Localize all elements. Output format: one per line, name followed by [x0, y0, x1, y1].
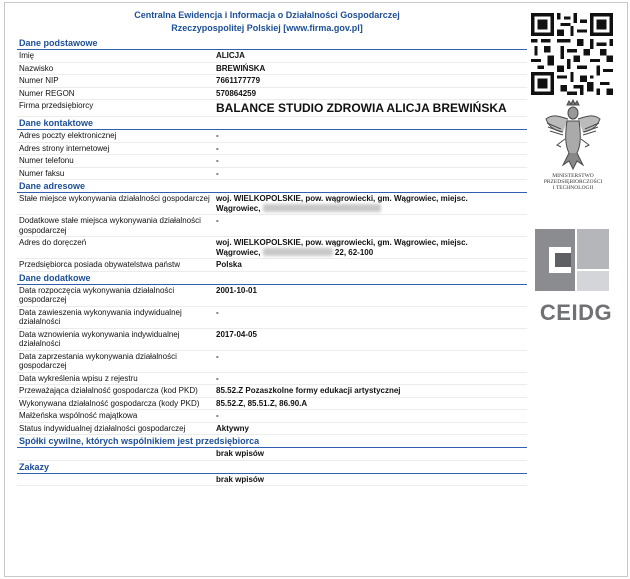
row-delivery-address — [17, 237, 527, 259]
value-resumption-date: 2017-04-05 — [216, 329, 257, 339]
label-resumption-date: Data wznowienia wykonywania indywidualnej działalności — [19, 329, 180, 348]
label-regon: Numer REGON — [19, 88, 75, 98]
label-delivery-address: Adres do doręczeń — [19, 238, 87, 247]
business-address-line-2 — [216, 204, 525, 214]
label-marital-property: Małżeńska wspólność majątkowa — [19, 411, 138, 420]
label-deletion-date: Data wykreślenia wpisu z rejestru — [19, 373, 138, 383]
value-marital-property: - — [216, 411, 219, 420]
value-status: Aktywny — [216, 423, 249, 433]
label-main-pkd: Przeważająca działalność gospodarcza (kod PKD) — [19, 386, 198, 395]
ministry-line-1: MINISTERSTWO — [552, 173, 594, 179]
row-suspension-date — [17, 307, 527, 329]
polish-eagle-emblem — [541, 99, 605, 173]
row-business-address — [17, 193, 527, 215]
value-pkd-codes: 85.52.Z, 85.51.Z, 86.90.A — [216, 398, 308, 408]
document-header — [17, 9, 517, 35]
label-pkd-codes: Wykonywana działalność gospodarcza (kody PKD) — [19, 398, 200, 408]
row-bans — [17, 474, 527, 487]
document-content — [17, 37, 527, 486]
redacted-street-blur — [263, 248, 333, 256]
row-cessation-date — [17, 351, 527, 373]
row-main-pkd — [17, 385, 527, 398]
row-email — [17, 130, 527, 143]
label-phone: Numer telefonu — [19, 156, 74, 165]
row-deletion-date — [17, 373, 527, 386]
business-address-line-1: woj. WIELKOPOLSKIE, pow. wągrowiecki, gm. Wągrowiec, miejsc. — [216, 194, 468, 203]
row-resumption-date — [17, 329, 527, 351]
label-bans-empty — [17, 474, 214, 486]
value-nip: 7661177779 — [216, 76, 261, 85]
label-nip: Numer NIP — [19, 76, 59, 85]
value-suspension-date: - — [216, 307, 219, 317]
value-bans: brak wpisów — [216, 474, 265, 484]
value-deletion-date: - — [216, 373, 219, 383]
label-start-date: Data rozpoczęcia wykonywania działalności gospodarczej — [19, 285, 175, 304]
header-line-1: Centralna Ewidencja i Informacja o Działalności Gospodarczej — [134, 10, 400, 20]
value-delivery-address — [214, 237, 527, 258]
ministry-line-2: PRZEDSIĘBIORCZOŚCI — [543, 179, 603, 186]
row-pkd-codes — [17, 398, 527, 411]
value-partnerships: brak wpisów — [216, 449, 265, 458]
row-additional-address — [17, 215, 527, 237]
value-website: - — [216, 143, 219, 153]
value-business-address — [214, 193, 527, 214]
value-main-pkd: 85.52.Z Pozaszkolne formy edukacji artystycznej — [216, 386, 401, 395]
ministry-line-3: I TECHNOLOGII — [552, 185, 594, 192]
row-fax — [17, 168, 527, 181]
row-start-date — [17, 285, 527, 307]
label-first-name: Imię — [19, 51, 35, 60]
document-page — [4, 2, 628, 577]
label-cessation-date: Data zaprzestania wykonywania działalności gospodarczej — [19, 351, 177, 370]
row-last-name — [17, 63, 527, 76]
section-title-address: Dane adresowe — [17, 181, 527, 193]
delivery-address-city: Wągrowiec, — [216, 247, 261, 257]
label-business-address: Stałe miejsce wykonywania działalności gospodarczej — [19, 194, 210, 203]
value-regon: 570864259 — [216, 88, 257, 98]
delivery-address-line-1: woj. WIELKOPOLSKIE, pow. wągrowiecki, gm. Wągrowiec, miejsc. — [216, 238, 468, 247]
row-first-name — [17, 50, 527, 63]
label-fax: Numer faksu — [19, 168, 65, 178]
value-cessation-date: - — [216, 351, 219, 361]
row-partnerships — [17, 448, 527, 461]
business-address-city: Wągrowiec, — [216, 203, 261, 213]
section-title-contact: Dane kontaktowe — [17, 118, 527, 130]
section-title-bans: Zakazy — [17, 462, 527, 474]
value-start-date: 2001-10-01 — [216, 285, 257, 295]
value-first-name: ALICJA — [216, 51, 245, 60]
label-last-name: Nazwisko — [19, 63, 54, 73]
row-status — [17, 423, 527, 436]
section-title-additional: Dane dodatkowe — [17, 273, 527, 285]
section-title-basic: Dane podstawowe — [17, 38, 527, 50]
label-partnerships-empty — [17, 448, 214, 460]
row-company-name — [17, 100, 527, 117]
label-email: Adres poczty elektronicznej — [19, 131, 117, 140]
label-additional-address: Dodatkowe stałe miejsca wykonywania działalności gospodarczej — [19, 216, 201, 235]
label-website: Adres strony internetowej — [19, 143, 110, 153]
row-phone — [17, 155, 527, 168]
delivery-address-line-2 — [216, 248, 525, 258]
label-suspension-date: Data zawieszenia wykonywania indywidualnej działalności — [19, 307, 182, 326]
value-fax: - — [216, 168, 219, 178]
row-nip — [17, 75, 527, 88]
row-marital-property — [17, 410, 527, 423]
redacted-street-blur — [263, 204, 381, 212]
label-citizenship: Przedsiębiorca posiada obywatelstwa państw — [19, 260, 180, 269]
row-website — [17, 143, 527, 156]
row-regon — [17, 88, 527, 101]
value-citizenship: Polska — [216, 260, 242, 269]
value-email: - — [216, 131, 219, 140]
ceidg-logo-text: CEIDG — [539, 300, 613, 325]
value-last-name: BREWIŃSKA — [216, 63, 266, 73]
ministry-name — [526, 173, 620, 192]
qr-code — [531, 13, 613, 95]
row-citizenship — [17, 259, 527, 272]
ceidg-logo-mark — [535, 229, 609, 291]
value-phone: - — [216, 156, 219, 165]
label-status: Status indywidualnej działalności gospodarczej — [19, 423, 186, 433]
value-additional-address: - — [216, 216, 219, 225]
delivery-address-postcode: 22, 62-100 — [334, 247, 374, 257]
header-line-2: Rzeczypospolitej Polskiej [www.firma.gov.pl] — [171, 23, 363, 33]
label-company-name: Firma przedsiębiorcy — [19, 101, 94, 110]
section-title-partnerships: Spółki cywilne, których wspólnikiem jest przedsiębiorca — [17, 436, 527, 448]
value-company-name: BALANCE STUDIO ZDROWIA ALICJA BREWIŃSKA — [216, 101, 507, 115]
